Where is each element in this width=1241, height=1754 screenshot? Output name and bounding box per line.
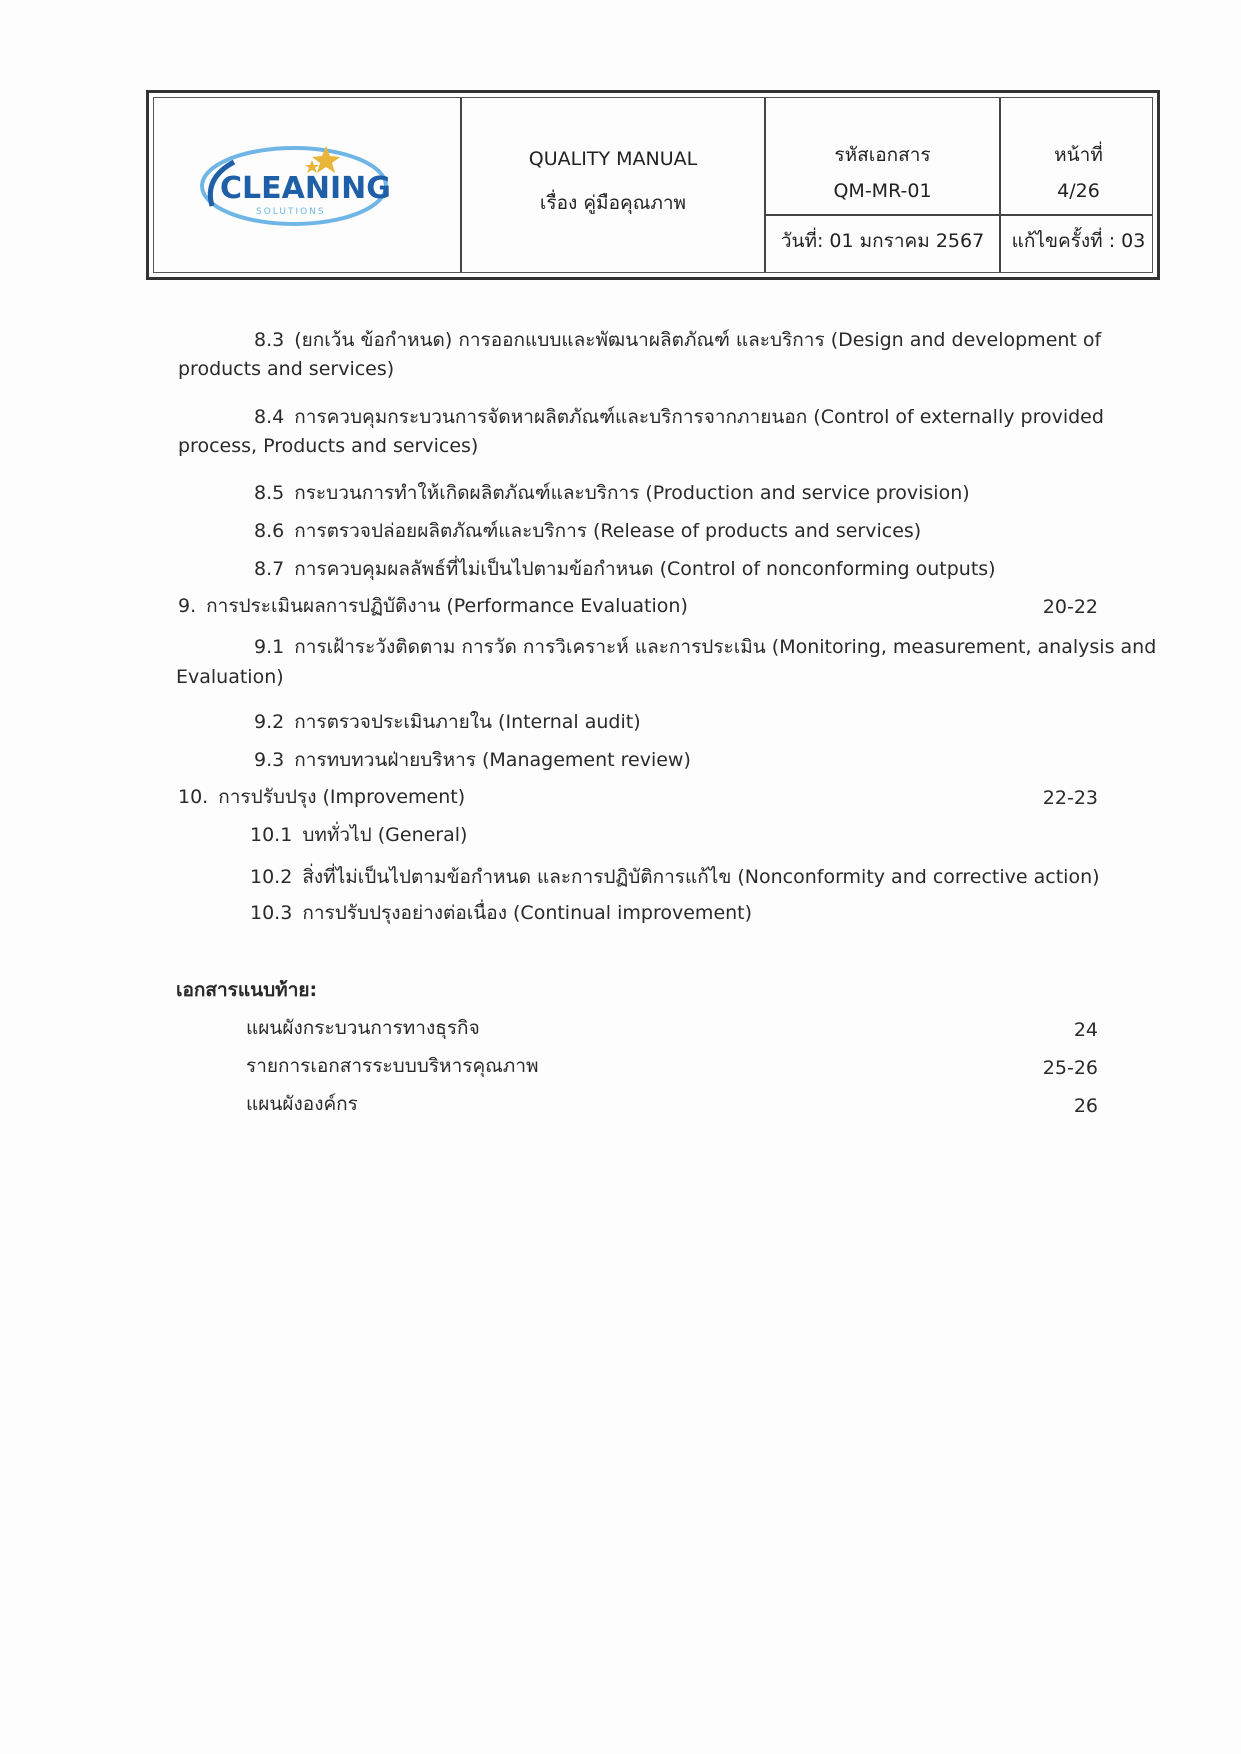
revision-number: แก้ไขครั้งที่ : 03 bbox=[1011, 230, 1146, 252]
toc-text: (ยกเว้น ข้อกำหนด) การออกแบบและพัฒนาผลิตภัณฑ์ และบริการ (Design and development of bbox=[294, 329, 1102, 351]
appendix-item-label: รายการเอกสารระบบบริหารคุณภาพ bbox=[246, 1055, 539, 1077]
appendix-item-page: 26 bbox=[1073, 1095, 1098, 1117]
toc-entry-cont: products and services) bbox=[178, 358, 395, 380]
toc-text: การประเมินผลการปฏิบัติงาน (Performance Evaluation) bbox=[206, 595, 688, 617]
doc-code: QM-MR-01 bbox=[833, 180, 932, 202]
toc-entry bbox=[250, 862, 1100, 892]
header-divider bbox=[766, 214, 1152, 216]
toc-section bbox=[178, 782, 465, 812]
toc-entry bbox=[250, 820, 467, 850]
page-value: 4/26 bbox=[1057, 180, 1100, 202]
toc-entry bbox=[254, 478, 970, 508]
toc-number: 8.7 bbox=[254, 558, 285, 580]
toc-entry-cont: process, Products and services) bbox=[178, 435, 479, 457]
toc-text: กระบวนการทำให้เกิดผลิตภัณฑ์และบริการ (Production and service provision) bbox=[294, 482, 970, 504]
toc-number: 8.4 bbox=[254, 406, 285, 428]
appendix-item-page: 25-26 bbox=[1042, 1057, 1098, 1079]
company-logo bbox=[194, 128, 394, 238]
toc-number: 8.6 bbox=[254, 520, 285, 542]
toc-text: การเฝ้าระวังติดตาม การวัด การวิเคราะห์ และการประเมิน (Monitoring, measurement, analysis and bbox=[294, 636, 1157, 658]
toc-entry bbox=[254, 745, 691, 775]
toc-entry bbox=[254, 554, 996, 584]
toc-number: 9.1 bbox=[254, 636, 285, 658]
page-label: หน้าที่ bbox=[1054, 144, 1103, 166]
svg-text:SOLUTIONS: SOLUTIONS bbox=[256, 207, 326, 217]
toc-number: 10.1 bbox=[250, 824, 293, 846]
toc-number: 9. bbox=[178, 595, 197, 617]
toc-number: 10.3 bbox=[250, 902, 293, 924]
toc-number: 10. bbox=[178, 786, 209, 808]
toc-entry bbox=[254, 707, 641, 737]
toc-page-number: 22-23 bbox=[1042, 787, 1098, 809]
toc-text: การควบคุมกระบวนการจัดหาผลิตภัณฑ์และบริการจากภายนอก (Control of externally provided bbox=[294, 406, 1104, 428]
toc-entry-cont: Evaluation) bbox=[176, 666, 284, 688]
manual-title-th: เรื่อง คู่มือคุณภาพ bbox=[539, 192, 687, 214]
toc-text: การตรวจปล่อยผลิตภัณฑ์และบริการ (Release of products and services) bbox=[294, 520, 922, 542]
toc-entry bbox=[254, 402, 1104, 432]
doc-date: วันที่: 01 มกราคม 2567 bbox=[780, 230, 985, 252]
svg-text:CLEANING: CLEANING bbox=[220, 171, 391, 206]
toc-text: การทบทวนฝ่ายบริหาร (Management review) bbox=[294, 749, 691, 771]
manual-title-en: QUALITY MANUAL bbox=[528, 148, 698, 170]
toc-number: 9.3 bbox=[254, 749, 285, 771]
toc-text: บททั่วไป (General) bbox=[302, 824, 468, 846]
appendix-heading: เอกสารแนบท้าย: bbox=[176, 979, 318, 1001]
toc-text: สิ่งที่ไม่เป็นไปตามข้อกำหนด และการปฏิบัติการแก้ไข (Nonconformity and corrective action) bbox=[302, 866, 1100, 888]
toc-text: การตรวจประเมินภายใน (Internal audit) bbox=[294, 711, 641, 733]
doc-code-label: รหัสเอกสาร bbox=[834, 144, 931, 166]
toc-entry bbox=[254, 516, 921, 546]
toc-text: การควบคุมผลลัพธ์ที่ไม่เป็นไปตามข้อกำหนด (Control of nonconforming outputs) bbox=[294, 558, 996, 580]
toc-number: 8.3 bbox=[254, 329, 285, 351]
appendix-item-label: แผนผังองค์กร bbox=[246, 1093, 358, 1115]
document-header-table bbox=[146, 90, 1160, 280]
header-divider bbox=[460, 98, 462, 272]
toc-entry bbox=[250, 898, 752, 928]
toc-page-number: 20-22 bbox=[1042, 596, 1098, 618]
toc-text: การปรับปรุง (Improvement) bbox=[218, 786, 466, 808]
toc-number: 10.2 bbox=[250, 866, 293, 888]
toc-text: การปรับปรุงอย่างต่อเนื่อง (Continual improvement) bbox=[302, 902, 753, 924]
toc-number: 8.5 bbox=[254, 482, 285, 504]
toc-entry bbox=[254, 632, 1156, 662]
appendix-item-page: 24 bbox=[1073, 1019, 1098, 1041]
toc-section bbox=[178, 591, 688, 621]
appendix-item-label: แผนผังกระบวนการทางธุรกิจ bbox=[246, 1017, 480, 1039]
toc-number: 9.2 bbox=[254, 711, 285, 733]
toc-entry bbox=[254, 325, 1101, 355]
